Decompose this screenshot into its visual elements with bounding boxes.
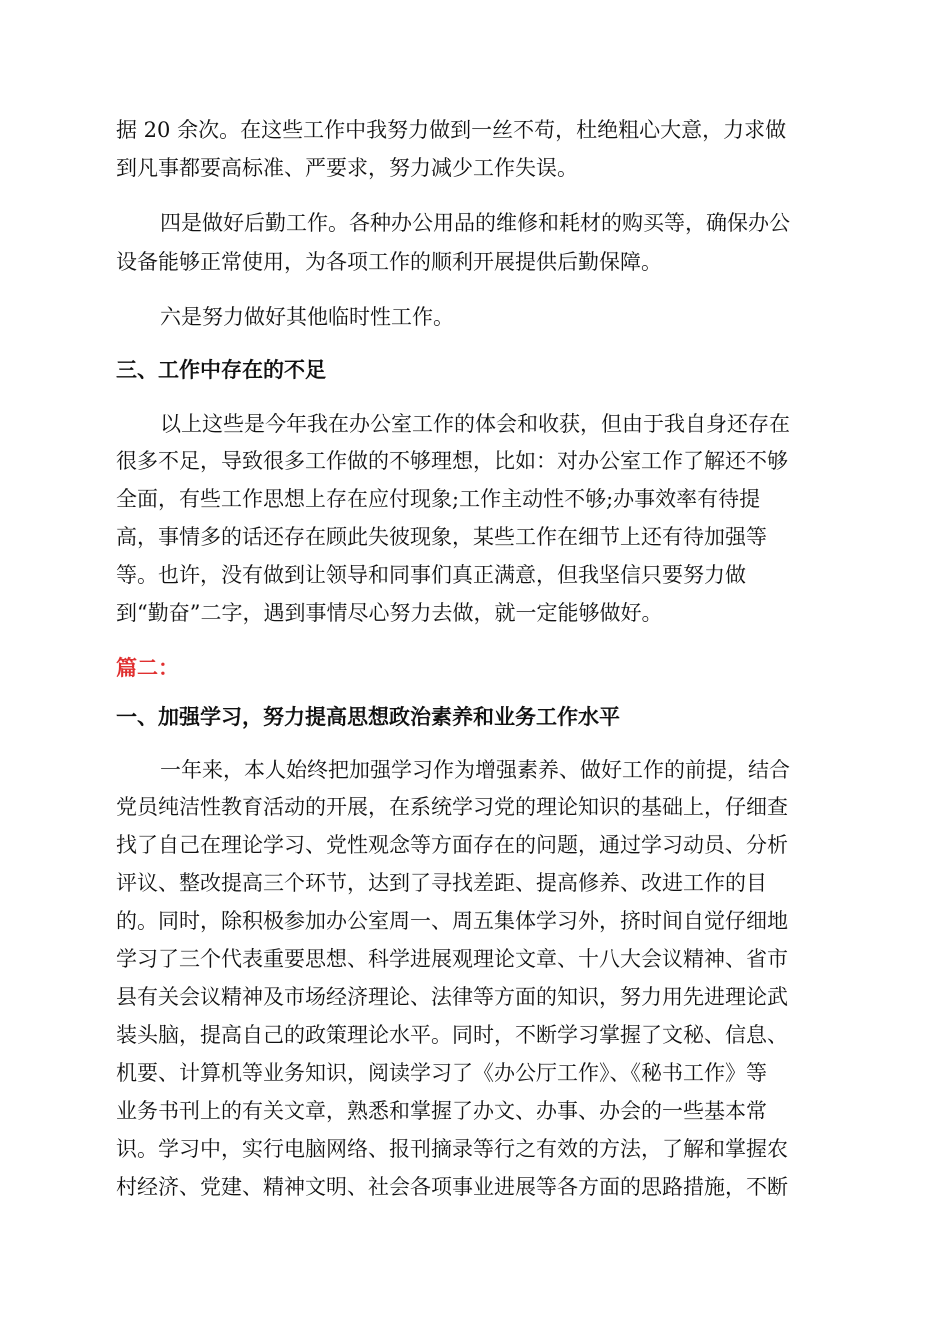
paragraph-line: 评议、整改提高三个环节，达到了寻找差距、提高修养、改进工作的目 xyxy=(116,871,767,895)
paragraph-line: 设备能够正常使用，为各项工作的顺利开展提供后勤保障。 xyxy=(116,250,662,274)
paragraph-line: 到凡事都要高标准、严要求，努力减少工作失误。 xyxy=(116,156,578,180)
paragraph-line: 等。也许，没有做到让领导和同事们真正满意，但我坚信只要努力做 xyxy=(116,563,746,587)
section-heading: 一、加强学习，努力提高思想政治素养和业务工作水平 xyxy=(116,705,620,729)
paragraph-line: 全面，有些工作思想上存在应付现象;工作主动性不够;办事效率有待提 xyxy=(116,487,761,511)
paragraph-line: 业务书刊上的有关文章，熟悉和掌握了办文、办事、办会的一些基本常 xyxy=(116,1099,767,1123)
paragraph-line: 县有关会议精神及市场经济理论、法律等方面的知识，努力用先进理论武 xyxy=(116,985,788,1009)
paragraph-line: 的。同时，除积极参加办公室周一、周五集体学习外，挤时间自觉仔细地 xyxy=(116,909,788,933)
paragraph-line: 四是做好后勤工作。各种办公用品的维修和耗材的购买等，确保办公 xyxy=(160,211,790,235)
paragraph-line: 找了自己在理论学习、党性观念等方面存在的问题，通过学习动员、分析 xyxy=(116,833,788,857)
paragraph-line: 六是努力做好其他临时性工作。 xyxy=(160,305,454,329)
paragraph-line: 到“勤奋”二字，遇到事情尽心努力去做，就一定能够做好。 xyxy=(116,601,663,625)
paragraph-line: 装头脑，提高自己的政策理论水平。同时，不断学习掌握了文秘、信息、 xyxy=(116,1023,788,1047)
paragraph-line: 机要、计算机等业务知识，阅读学习了《办公厅工作》、《秘书工作》等 xyxy=(116,1061,767,1085)
paragraph-line: 高，事情多的话还存在顾此失彼现象，某些工作在细节上还有待加强等 xyxy=(116,525,767,549)
paragraph-line: 很多不足，导致很多工作做的不够理想，比如：对办公室工作了解还不够 xyxy=(116,449,788,473)
chapter-heading: 篇二： xyxy=(116,656,179,680)
paragraph-line: 学习了三个代表重要思想、科学进展观理论文章、十八大会议精神、省市 xyxy=(116,947,788,971)
paragraph-line: 一年来，本人始终把加强学习作为增强素养、做好工作的前提，结合 xyxy=(160,758,790,782)
paragraph-line: 党员纯洁性教育活动的开展，在系统学习党的理论知识的基础上，仔细查 xyxy=(116,795,788,819)
paragraph-line: 村经济、党建、精神文明、社会各项事业进展等各方面的思路措施，不断 xyxy=(116,1175,788,1199)
section-heading: 三、工作中存在的不足 xyxy=(116,358,326,382)
paragraph-line: 以上这些是今年我在办公室工作的体会和收获，但由于我自身还存在 xyxy=(160,412,790,436)
paragraph-line: 识。学习中，实行电脑网络、报刊摘录等行之有效的方法，了解和掌握农 xyxy=(116,1137,788,1161)
paragraph-line: 据 20 余次。在这些工作中我努力做到一丝不苟，杜绝粗心大意，力求做 xyxy=(116,118,787,142)
